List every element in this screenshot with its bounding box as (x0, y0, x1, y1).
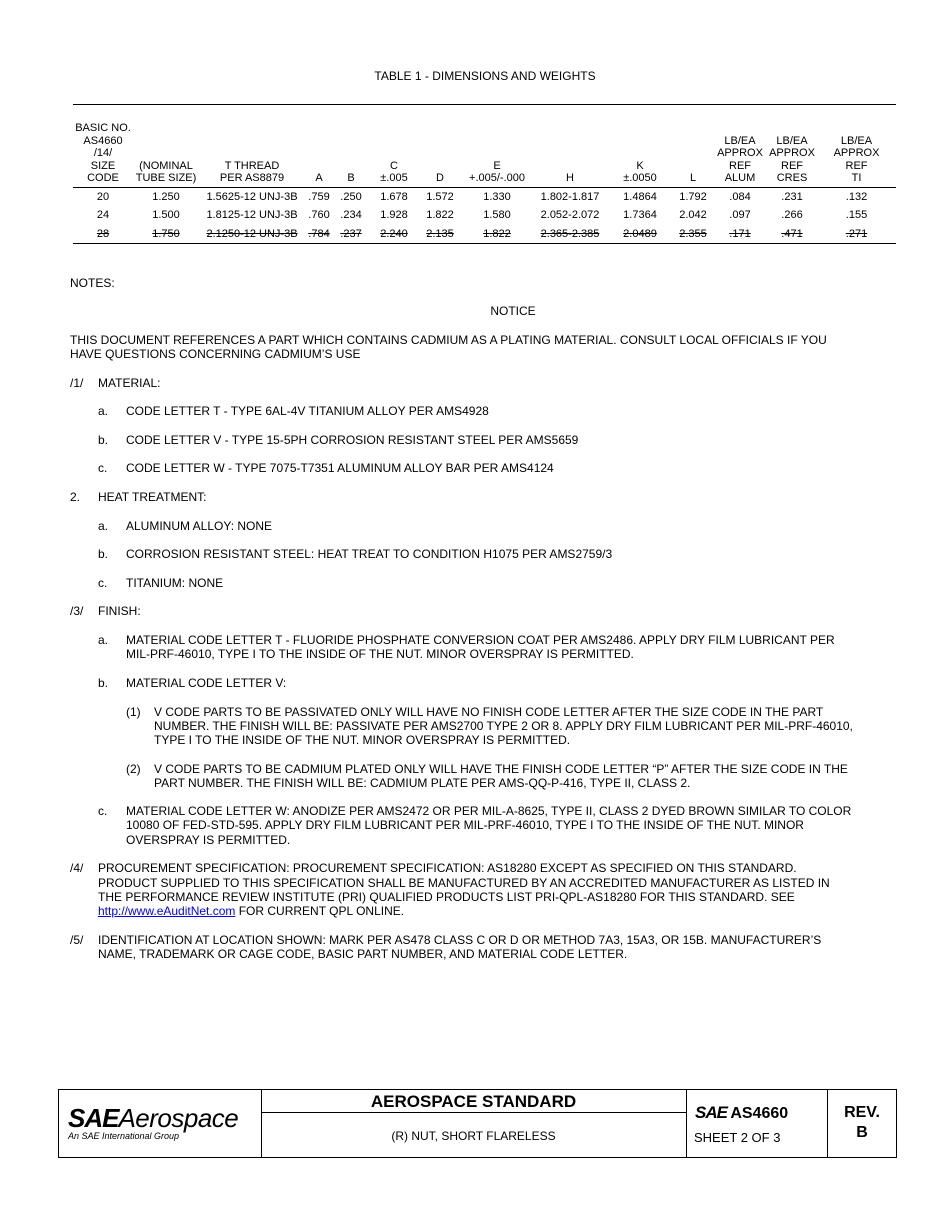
table-cell-value: .132 (845, 190, 868, 203)
note-2b-text: CORROSION RESISTANT STEEL: HEAT TREAT TO CONDITION H1075 PER AMS2759/3 (126, 547, 613, 561)
notes-heading: NOTES: (70, 276, 115, 290)
logo-tagline: An SAE International Group (68, 1131, 180, 1141)
note-3b2-label: (2) (126, 762, 141, 776)
table-cell-value: 1.580 (483, 209, 511, 221)
note-3c-text-line-1: MATERIAL CODE LETTER W: ANODIZE PER AMS2472 OR PER MIL-A-8625, TYPE II, CLASS 2 DYED BROWN SIMILAR TO COLOR (126, 804, 852, 818)
column-header-line: BASIC NO. (75, 122, 131, 134)
logo-brand: SAE (68, 1103, 119, 1133)
column-header-line: ±.005 (380, 172, 408, 184)
table-cell-value: 1.5625-12 UNJ-3B (206, 190, 298, 203)
note-5-number: /5/ (70, 933, 84, 947)
table-cell (461, 206, 533, 225)
note-3c-text-line-3: OVERSPRAY IS PERMITTED. (126, 833, 291, 847)
table-cell (305, 206, 333, 225)
note-2-title: HEAT TREATMENT: (98, 490, 207, 504)
table-header-row (73, 122, 896, 187)
table-cell-value: 2.240 (380, 227, 408, 240)
logo-word: Aerospace (118, 1103, 239, 1133)
column-header (533, 122, 607, 187)
column-header (333, 122, 369, 187)
table-cell (73, 225, 133, 244)
note-4-text-line-2: PRODUCT SUPPLIED TO THIS SPECIFICATION SHALL BE MANUFACTURED BY AN ACCREDITED MANUFACTURER AS LISTED IN (98, 876, 830, 890)
table-cell-value: 1.792 (679, 190, 707, 203)
table-cell (73, 187, 133, 206)
column-header-line: AS4660 (83, 134, 123, 147)
column-header-line: REF (729, 159, 751, 172)
table-cell-value: 1.802-1.817 (540, 190, 600, 203)
note-3-number: /3/ (70, 604, 84, 618)
column-header-line: CRES (776, 172, 808, 184)
table-cell (767, 225, 817, 244)
table-cell-value: 2.042 (679, 209, 707, 221)
table-cell (199, 187, 305, 206)
column-header-line: K (636, 159, 644, 172)
note-3b2-text-line-2: PART NUMBER. THE FINISH WILL BE: CADMIUM PLATE PER AMS-QQ-P-416, TYPE II, CLASS 2. (154, 776, 691, 790)
table-cell-value: 1.7364 (623, 209, 657, 221)
column-header-line: TUBE SIZE) (135, 172, 197, 184)
table-cell-value: 1.928 (380, 209, 408, 221)
table-cell (767, 206, 817, 225)
column-header (305, 122, 333, 187)
doc-number: AS4660 (730, 1105, 789, 1122)
table-row (73, 187, 896, 206)
column-header-line: REF (845, 159, 868, 172)
table-row (73, 225, 896, 244)
table-cell (817, 187, 896, 206)
note-3a-text-line-1: MATERIAL CODE LETTER T - FLUORIDE PHOSPHATE CONVERSION COAT PER AMS2486. APPLY DRY FILM LUBRICANT PER (126, 633, 835, 647)
table-cell-value: 24 (96, 209, 110, 221)
table-cell (673, 206, 713, 225)
table-cell-value: 1.822 (426, 209, 454, 221)
dimensions-table (73, 122, 896, 244)
table-cell-value: 2.365-2.385 (540, 227, 600, 240)
table-cell (673, 225, 713, 244)
table-cell (333, 187, 369, 206)
table-cell (369, 206, 419, 225)
column-header-line: SIZE (90, 159, 116, 172)
table-cell (461, 225, 533, 244)
table-cell-value: 1.678 (380, 190, 408, 203)
table-title: TABLE 1 - DIMENSIONS AND WEIGHTS (374, 69, 596, 83)
column-header-line: (NOMINAL (139, 159, 193, 172)
table-cell-value: 2.135 (426, 227, 454, 240)
note-5-text-line-1: IDENTIFICATION AT LOCATION SHOWN: MARK PER AS478 CLASS C OR D OR METHOD 7A3, 15A3, OR 15B. MANUFACTURER’S (98, 933, 822, 947)
note-2a-label: a. (98, 519, 109, 533)
column-header (767, 122, 817, 187)
table-cell-value: .231 (781, 190, 803, 203)
note-3a-text-line-2: MIL-PRF-46010, TYPE I TO THE INSIDE OF THE NUT. MINOR OVERSPRAY IS PERMITTED. (126, 647, 634, 661)
note-1b-label: b. (98, 433, 109, 447)
table-row (73, 206, 896, 225)
column-header-line: /14/ (93, 147, 113, 159)
sheet-number: SHEET 2 OF 3 (694, 1130, 781, 1145)
note-5-text-line-2: NAME, TRADEMARK OR CAGE CODE, BASIC PART NUMBER, AND MATERIAL CODE LETTER. (98, 947, 628, 961)
note-4-text-line-4 (98, 904, 404, 919)
note-3b2-text-line-1: V CODE PARTS TO BE CADMIUM PLATED ONLY WILL HAVE THE FINISH CODE LETTER “P” AFTER THE SIZE CODE IN THE (154, 762, 848, 776)
table-cell (133, 187, 199, 206)
note-1c-text: CODE LETTER W - TYPE 7075-T7351 ALUMINUM ALLOY BAR PER AMS4124 (126, 461, 554, 475)
note-4-text-line-1: PROCUREMENT SPECIFICATION: PROCUREMENT SPECIFICATION: AS18280 EXCEPT AS SPECIFIED ON THIS STANDARD. (98, 861, 797, 875)
note-3b-label: b. (98, 676, 109, 690)
table-cell-value: 2.355 (679, 227, 707, 240)
column-header (369, 122, 419, 187)
table-cell-value: 2.052-2.072 (540, 209, 600, 221)
table-cell-value: 1.500 (152, 209, 180, 221)
table-cell (533, 225, 607, 244)
column-header-line: APPROX (769, 147, 815, 159)
table-cell-value: 1.572 (426, 190, 454, 203)
table-cell-value: .271 (845, 227, 868, 240)
column-header (133, 122, 199, 187)
note-2c-text: TITANIUM: NONE (126, 576, 224, 590)
column-header-line: ±.0050 (623, 172, 657, 184)
table-cell (133, 206, 199, 225)
standard-description: (R) NUT, SHORT FLARELESS (391, 1129, 556, 1143)
note-2-number: 2. (70, 490, 81, 504)
note-1a-label: a. (98, 404, 109, 418)
table-cell (369, 187, 419, 206)
column-header-line: APPROX (717, 147, 763, 159)
table-cell (333, 206, 369, 225)
table-cell-value: 1.250 (152, 190, 180, 203)
note-1c-label: c. (98, 461, 108, 475)
note-4-link-suffix: FOR CURRENT QPL ONLINE. (235, 904, 405, 918)
table-cell-value: 1.4864 (623, 190, 657, 203)
top-rule (73, 104, 896, 105)
note-3b1-text-line-2: NUMBER. THE FINISH WILL BE: PASSIVATE PER AMS2700 TYPE 2 OR 8. APPLY DRY FILM LUBRICANT PER MIL-PRF-46010, (154, 719, 853, 733)
table-cell (305, 225, 333, 244)
table-cell (73, 206, 133, 225)
column-header-line: TI (851, 172, 862, 184)
column-header (419, 122, 461, 187)
column-header-line: PER AS8879 (219, 172, 285, 184)
column-header (199, 122, 305, 187)
note-4-text-line-3: THE PERFORMANCE REVIEW INSTITUTE (PRI) QUALIFIED PRODUCTS LIST PRI-QPL-AS18280 FOR THIS STANDARD. SEE (98, 890, 795, 904)
table-cell (713, 187, 767, 206)
table-cell (419, 187, 461, 206)
note-2c-label: c. (98, 576, 108, 590)
note-3b-text: MATERIAL CODE LETTER V: (126, 676, 287, 690)
table-cell-value: 1.822 (483, 227, 511, 240)
note-4-number: /4/ (70, 861, 84, 875)
doc-sae-logo: SAE (695, 1103, 727, 1122)
column-header-line: B (347, 172, 355, 184)
column-header-line: T THREAD (224, 159, 280, 172)
table-cell (133, 225, 199, 244)
table-cell-value: .266 (781, 209, 803, 221)
table-cell-value: .097 (729, 209, 751, 221)
column-header (817, 122, 896, 187)
table-cell-value: .250 (340, 190, 362, 203)
table-cell-value: 28 (96, 227, 110, 240)
note-1a-text: CODE LETTER T - TYPE 6AL-4V TITANIUM ALLOY PER AMS4928 (126, 404, 489, 418)
table-cell-value: 2.0489 (623, 227, 657, 240)
table-cell (607, 187, 673, 206)
note-2b-label: b. (98, 547, 109, 561)
column-header (673, 122, 713, 187)
standard-type: AEROSPACE STANDARD (370, 1092, 577, 1111)
title-block (58, 1089, 897, 1158)
table-cell (305, 187, 333, 206)
table-cell (199, 206, 305, 225)
column-header (73, 122, 133, 187)
column-header-line: LB/EA (724, 134, 756, 147)
table-cell-value: .171 (729, 227, 751, 240)
table-cell-value: .084 (729, 190, 751, 203)
column-header-line: ALUM (724, 172, 756, 184)
column-header (713, 122, 767, 187)
note-2a-text: ALUMINUM ALLOY: NONE (126, 519, 273, 533)
table-cell-value: 1.330 (483, 190, 511, 203)
column-header-line: LB/EA (776, 134, 808, 147)
table-cell-value: .784 (308, 227, 330, 240)
eauditnet-link[interactable]: http://www.eAuditNet.com (98, 904, 236, 918)
column-header-line: D (436, 172, 444, 184)
table-cell (419, 225, 461, 244)
table-cell (713, 206, 767, 225)
table-cell-value: 20 (96, 190, 110, 203)
table-cell (419, 206, 461, 225)
table-cell (607, 225, 673, 244)
table-cell (713, 225, 767, 244)
table-cell (333, 225, 369, 244)
note-3a-label: a. (98, 633, 109, 647)
sae-aerospace-logo (68, 1103, 238, 1141)
note-3b1-text-line-1: V CODE PARTS TO BE PASSIVATED ONLY WILL HAVE NO FINISH CODE LETTER AFTER THE SIZE CODE IN THE PART (154, 705, 824, 719)
column-header-line: APPROX (833, 147, 880, 159)
column-header-line: CODE (87, 172, 119, 184)
revision-value: B (856, 1124, 868, 1141)
note-3c-label: c. (98, 804, 108, 818)
table-cell (533, 187, 607, 206)
column-header-line: L (689, 172, 697, 184)
table-cell (817, 206, 896, 225)
column-header-line: REF (781, 159, 803, 172)
notice-text-line-1: THIS DOCUMENT REFERENCES A PART WHICH CONTAINS CADMIUM AS A PLATING MATERIAL. CONSULT LOCAL OFFICIALS IF YOU (70, 333, 827, 347)
table-cell-value: 2.1250-12 UNJ-3B (206, 227, 298, 240)
table-cell (461, 187, 533, 206)
column-header-line: LB/EA (840, 134, 873, 147)
note-3b1-label: (1) (126, 705, 141, 719)
table-cell-value: 1.750 (152, 227, 180, 240)
table-cell-value: .237 (340, 227, 362, 240)
revision-label: REV. (844, 1104, 880, 1121)
notice-title: NOTICE (490, 304, 536, 318)
table-cell-value: .471 (781, 227, 803, 240)
notice-text-line-2: HAVE QUESTIONS CONCERNING CADMIUM’S USE (70, 347, 361, 361)
note-1b-text: CODE LETTER V - TYPE 15-5PH CORROSION RESISTANT STEEL PER AMS5659 (126, 433, 579, 447)
note-3b1-text-line-3: TYPE I TO THE INSIDE OF THE NUT. MINOR OVERSPRAY IS PERMITTED. (154, 733, 571, 747)
column-header-line: C (390, 159, 398, 172)
column-header-line: +.005/-.000 (469, 172, 525, 184)
table-cell (767, 187, 817, 206)
table-cell-value: .759 (308, 190, 330, 203)
note-1-title: MATERIAL: (98, 376, 161, 390)
note-3c-text-line-2: 10080 OF FED-STD-595. APPLY DRY FILM LUBRICANT PER MIL-PRF-46010, TYPE I TO THE INSIDE OF THE NUT. MINOR (126, 818, 804, 832)
table-cell (199, 225, 305, 244)
table-cell-value: 1.8125-12 UNJ-3B (206, 209, 298, 221)
table-cell (673, 187, 713, 206)
table-cell-value: .760 (308, 209, 330, 221)
table-cell (817, 225, 896, 244)
table-cell (533, 206, 607, 225)
table-cell (369, 225, 419, 244)
table-cell-value: .155 (845, 209, 868, 221)
table-cell-value: .234 (340, 209, 362, 221)
note-1-number: /1/ (70, 376, 84, 390)
doc-number-block (695, 1103, 788, 1123)
column-header (607, 122, 673, 187)
table-cell (607, 206, 673, 225)
note-3-title: FINISH: (98, 604, 141, 618)
column-header-line: H (566, 172, 574, 184)
column-header-line: A (315, 172, 323, 184)
table-body (73, 187, 896, 244)
column-header (461, 122, 533, 187)
column-header-line: E (493, 159, 501, 172)
